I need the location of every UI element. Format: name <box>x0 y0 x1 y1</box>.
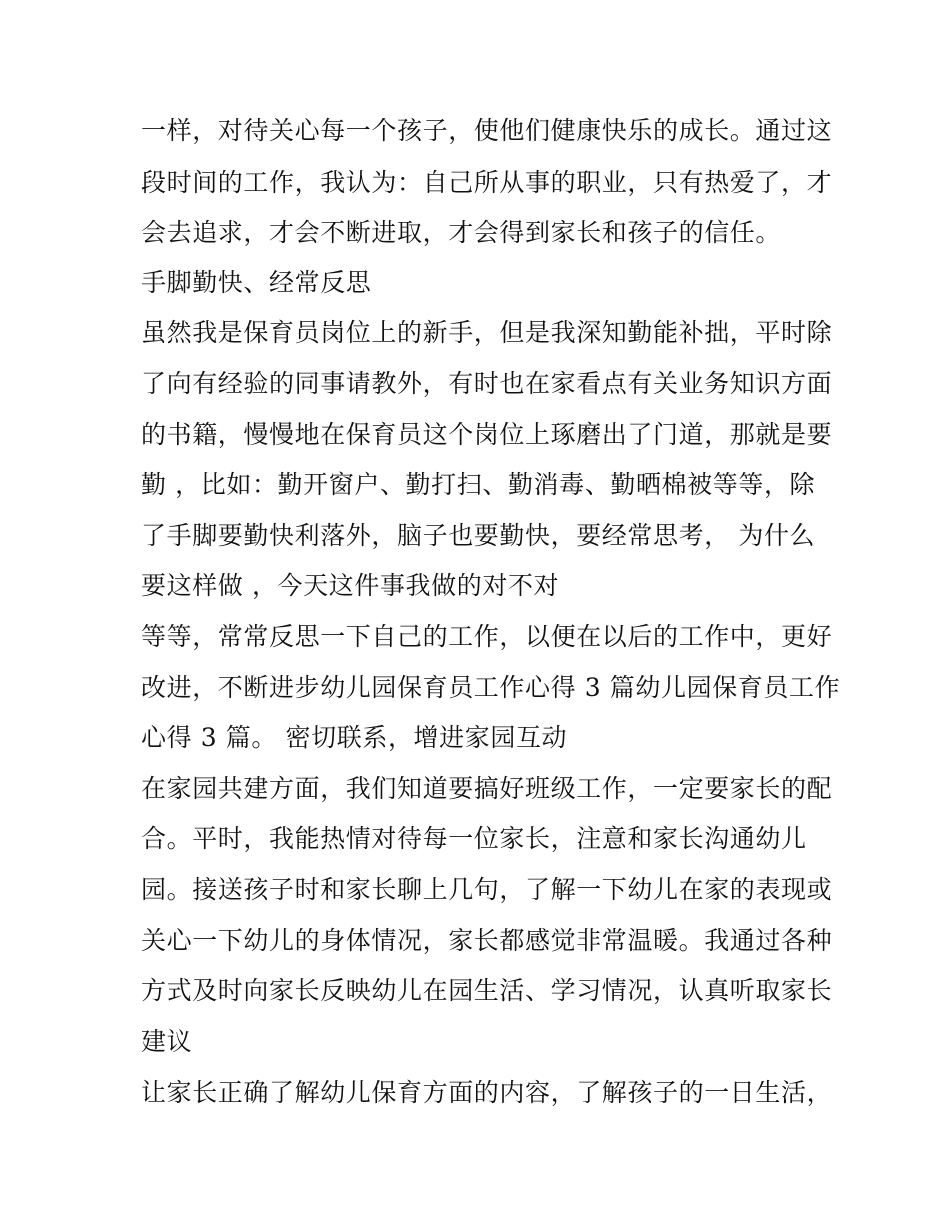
text-line-15: 合。平时，我能热情对待每一位家长，注意和家长沟通幼儿 <box>141 824 807 853</box>
text-line-1: 一样，对待关心每一个孩子，使他们健康快乐的成长。通过这 <box>141 116 833 145</box>
text-line-8: 勤 ，比如：勤开窗户、勤打扫、勤消毒、勤晒棉被等等，除 <box>141 470 816 499</box>
text-line-12: 改进，不断进步幼儿园保育员工作心得 3 篇幼儿园保育员工作 <box>141 673 841 702</box>
section-heading-hands-feet: 手脚勤快、经常反思 <box>141 268 372 297</box>
text-line-7: 的书籍，慢慢地在保育员这个岗位上琢磨出了门道，那就是要 <box>141 420 833 449</box>
text-line-13: 心得 3 篇。 密切联系，增进家园互动 <box>141 723 568 752</box>
text-line-6: 了向有经验的同事请教外，有时也在家看点有关业务知识方面 <box>141 369 833 398</box>
text-line-3: 会去追求，才会不断进取，才会得到家长和孩子的信任。 <box>141 218 782 247</box>
text-line-14: 在家园共建方面，我们知道要搞好班级工作，一定要家长的配 <box>141 774 833 803</box>
text-line-17: 关心一下幼儿的身体情况，家长都感觉非常温暖。我通过各种 <box>141 926 833 955</box>
text-line-2: 段时间的工作，我认为：自己所从事的职业，只有热爱了，才 <box>141 168 833 197</box>
text-line-9: 了手脚要勤快利落外，脑子也要勤快，要经常思考， 为什么 <box>141 521 816 550</box>
text-line-10: 要这样做 ，今天这件事我做的对不对 <box>141 571 560 600</box>
text-line-11: 等等，常常反思一下自己的工作，以便在以后的工作中，更好 <box>141 622 833 651</box>
text-line-19: 建议 <box>141 1027 193 1056</box>
text-line-5: 虽然我是保育员岗位上的新手，但是我深知勤能补拙，平时除 <box>141 318 833 347</box>
text-line-18: 方式及时向家长反映幼儿在园生活、学习情况，认真听取家长 <box>141 976 833 1005</box>
text-line-16: 园。接送孩子时和家长聊上几句，了解一下幼儿在家的表现或 <box>141 875 833 904</box>
text-line-20: 让家长正确了解幼儿保育方面的内容，了解孩子的一日生活， <box>141 1078 833 1107</box>
